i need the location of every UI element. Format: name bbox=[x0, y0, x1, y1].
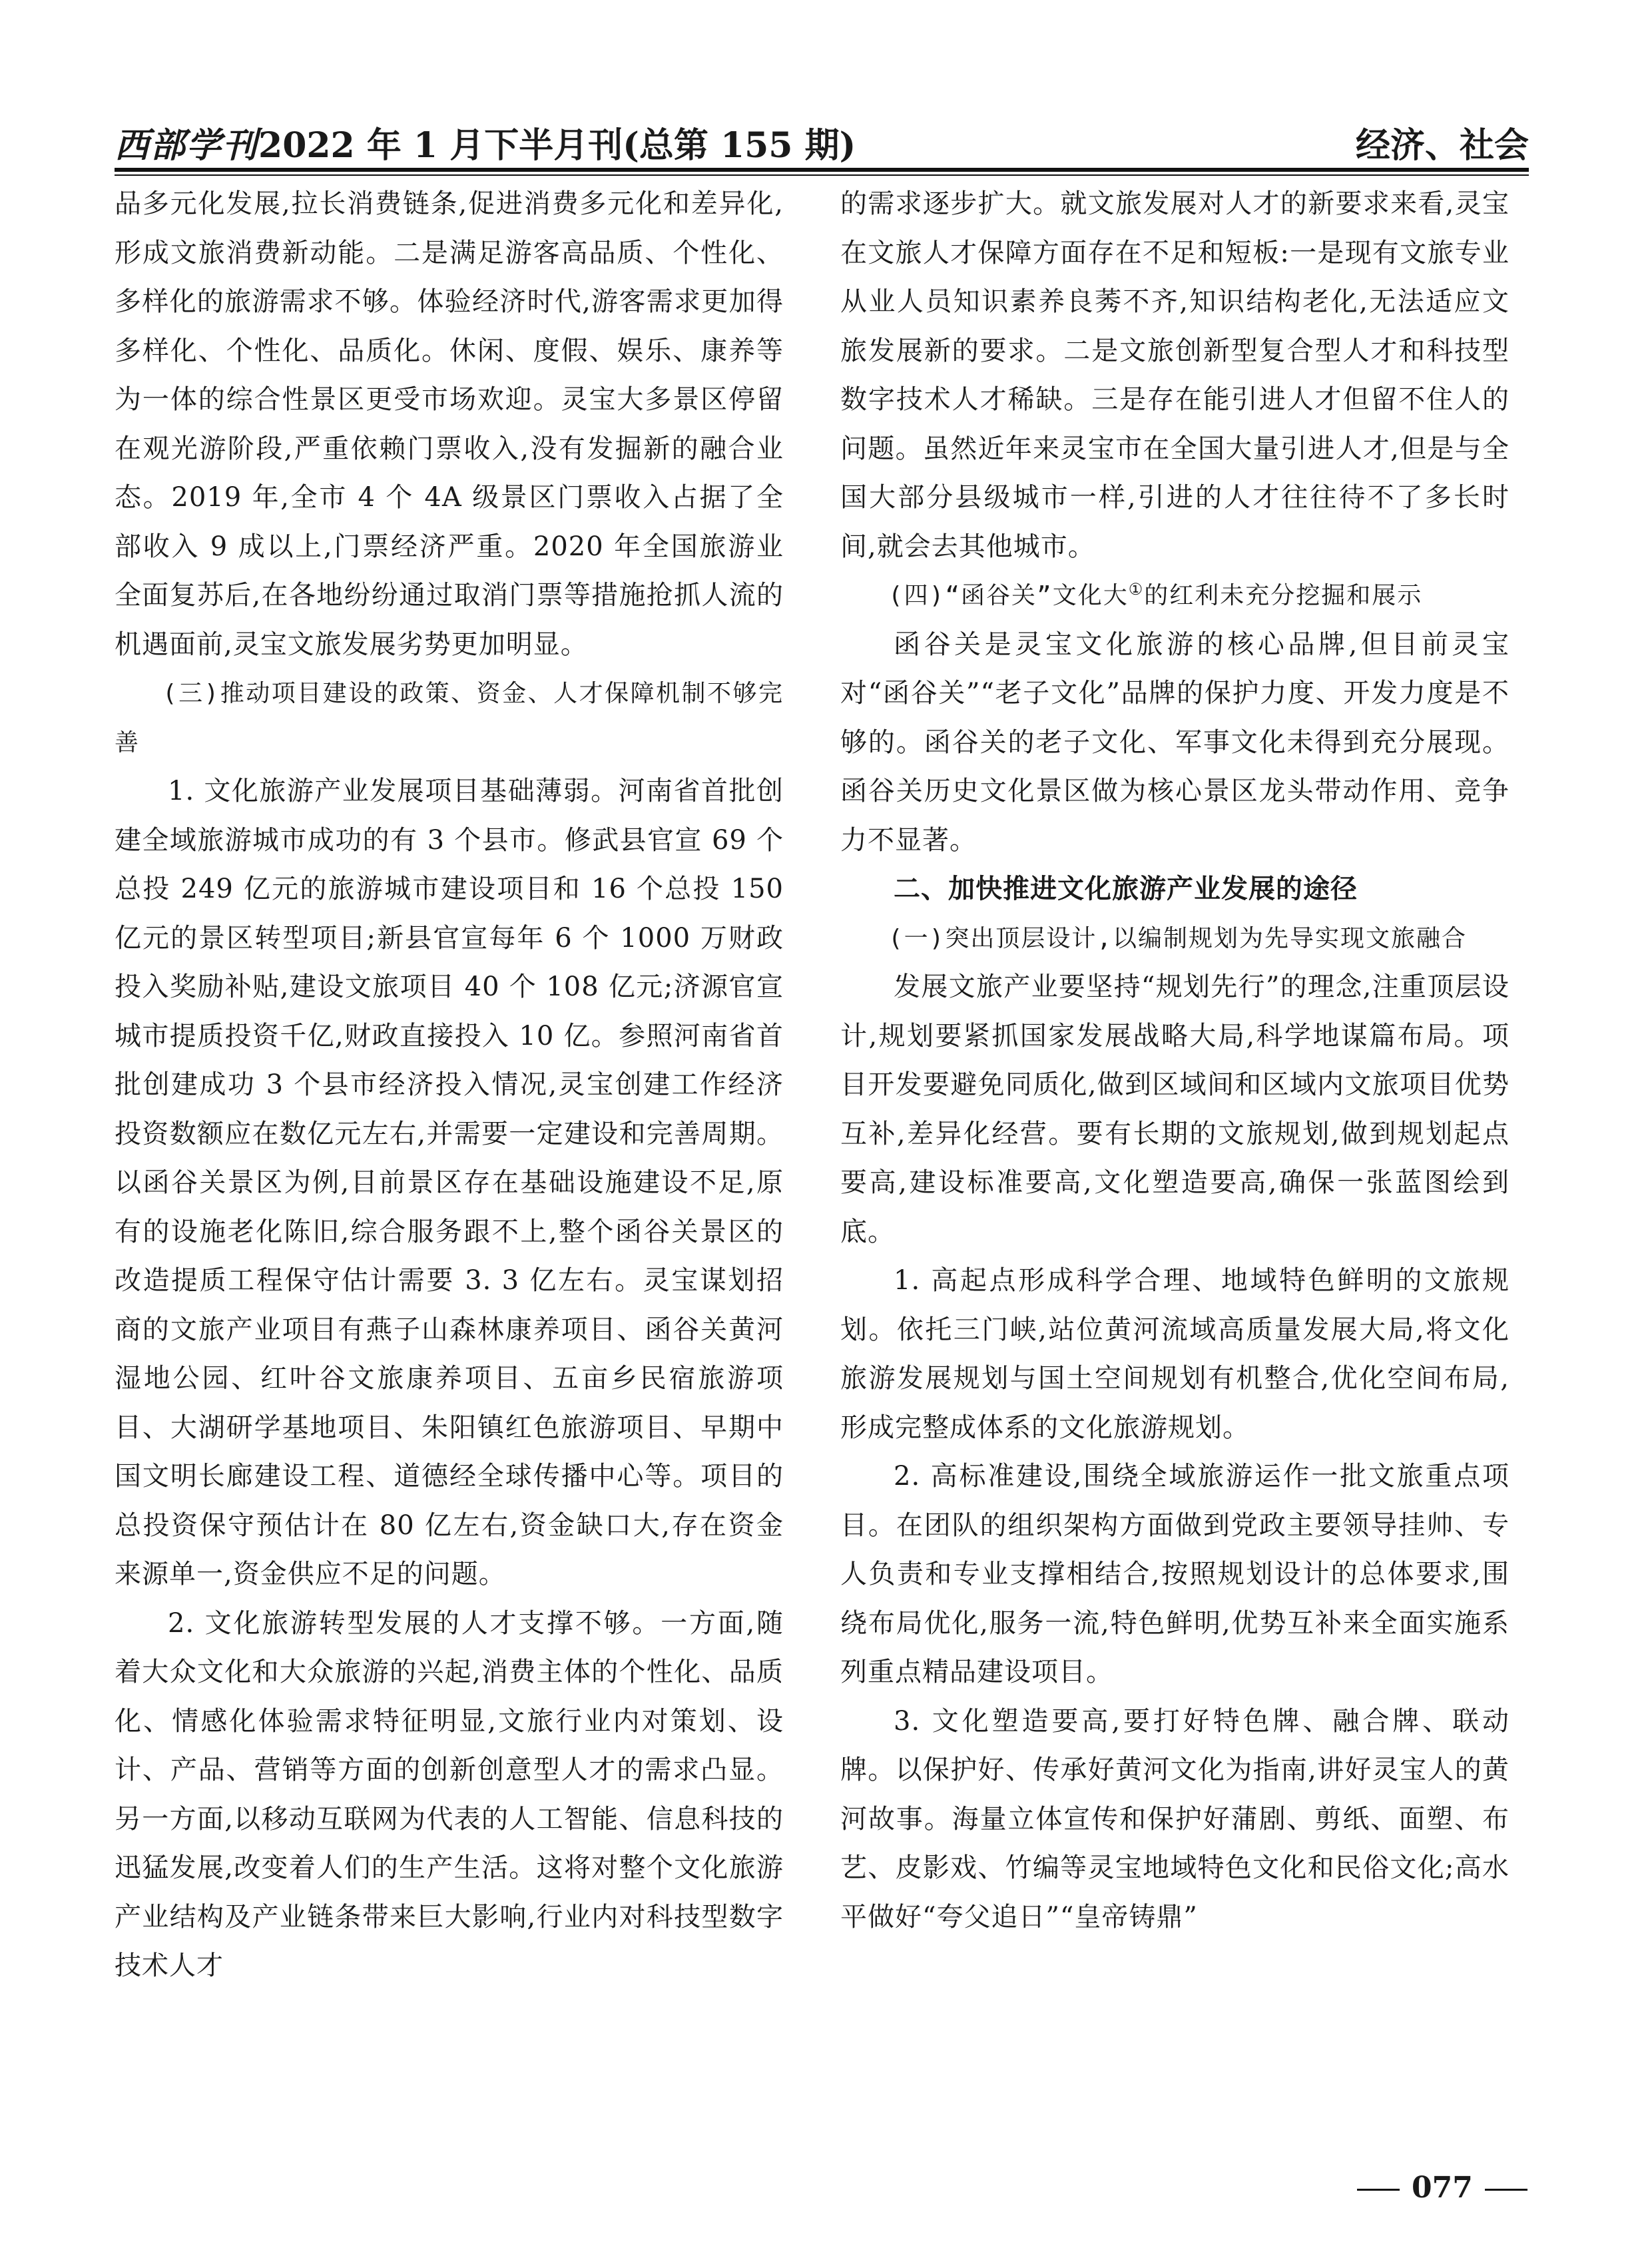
paragraph: 函谷关是灵宝文化旅游的核心品牌,但目前灵宝对“函谷关”“老子文化”品牌的保护力度、开发力度是不够的。函谷关的老子文化、军事文化未得到充分展现。函谷关历史文化景区做为核心景区龙头带动作用、竞争力不显著。 bbox=[840, 629, 1510, 856]
issue-info: 2022 年 1 月下半月刊(总第 155 期) bbox=[258, 125, 856, 166]
subsection-heading bbox=[840, 571, 1510, 621]
page-header bbox=[115, 112, 1529, 165]
section-name: 经济、社会 bbox=[1355, 126, 1529, 166]
paragraph: 的需求逐步扩大。就文旅发展对人才的新要求来看,灵宝在文旅人才保障方面存在不足和短板:一是现有文旅专业从业人员知识素养良莠不齐,知识结构老化,无法适应文旅发展新的要求。二是文旅创新型复合型人才和科技型数字技术人才稀缺。三是存在能引进人才但留不住人的问题。虽然近年来灵宝市在全国大量引进人才,但是与全国大部分县级城市一样,引进的人才往往待不了多长时间,就会去其他城市。 bbox=[840, 188, 1510, 562]
subsection-heading: (一)突出顶层设计,以编制规划为先导实现文旅融合 bbox=[888, 924, 1468, 952]
heading-text: 的红利未充分挖掘和展示 bbox=[1144, 582, 1423, 609]
heading-text: (四)“函谷关”文化大 bbox=[888, 582, 1129, 609]
subsection-heading: (三)推动项目建设的政策、资金、人才保障机制不够完善 bbox=[115, 680, 784, 756]
journal-title bbox=[115, 117, 856, 167]
right-column bbox=[840, 180, 1510, 1942]
dash bbox=[1485, 2189, 1527, 2191]
page-footer bbox=[1345, 2171, 1539, 2205]
paragraph: 1. 高起点形成科学合理、地域特色鲜明的文旅规划。依托三门峡,站位黄河流域高质量发展大局,将文化旅游发展规划与国土空间规划有机整合,优化空间布局,形成完整成体系的文化旅游规划。 bbox=[840, 1265, 1510, 1443]
paragraph: 2. 文化旅游转型发展的人才支撑不够。一方面,随着大众文化和大众旅游的兴起,消费主体的个性化、品质化、情感化体验需求特征明显,文旅行业内对策划、设计、产品、营销等方面的创新创意型人才的需求凸显。另一方面,以移动互联网为代表的人工智能、信息科技的迅猛发展,改变着人们的生产生活。这将对整个文化旅游产业结构及产业链条带来巨大影响,行业内对科技型数字技术人才 bbox=[115, 1607, 784, 1981]
paragraph: 品多元化发展,拉长消费链条,促进消费多元化和差异化,形成文旅消费新动能。二是满足游客高品质、个性化、多样化的旅游需求不够。体验经济时代,游客需求更加得多样化、个性化、品质化。休闲、度假、娱乐、康养等为一体的综合性景区更受市场欢迎。灵宝大多景区停留在观光游阶段,严重依赖门票收入,没有发掘新的融合业态。2019 年,全市 4 个 4A 级景区门票收入占据了全部收入 9 成以上,门票经济严重。2020 年全国旅游业全面复苏后,在各地纷纷通过取消门票等措施抢抓人流的机遇面前,灵宝文旅发展劣势更加明显。 bbox=[115, 188, 784, 660]
paragraph: 发展文旅产业要坚持“规划先行”的理念,注重顶层设计,规划要紧抓国家发展战略大局,科学地谋篇布局。项目开发要避免同质化,做到区域间和区域内文旅项目优势互补,差异化经营。要有长期的文旅规划,做到规划起点要高,建设标准要高,文化塑造要高,确保一张蓝图绘到底。 bbox=[840, 972, 1510, 1247]
left-column bbox=[115, 180, 784, 1991]
paragraph: 1. 文化旅游产业发展项目基础薄弱。河南省首批创建全域旅游城市成功的有 3 个县市。修武县官宣 69 个总投 249 亿元的旅游城市建设项目和 16 个总投 150 亿元的景区转型项目;新县官宣每年 6 个 1000 万财政投入奖励补贴,建设文旅项目 40 个 108 亿元;济源官宣城市提质投资千亿,财政直接投入 10 亿。参照河南省首批创建成功 3 个县市经济投入情况,灵宝创建工作经济投资数额应在数亿元左右,并需要一定建设和完善周期。以函谷关景区为例,目前景区存在基础设施建设不足,原有的设施老化陈旧,综合服务跟不上,整个函谷关景区的改造提质工程保守估计需要 3. 3 亿左右。灵宝谋划招商的文旅产业项目有燕子山森林康养项目、函谷关黄河湿地公园、红叶谷文旅康养项目、五亩乡民宿旅游项目、大湖研学基地项目、朱阳镇红色旅游项目、早期中国文明长廊建设工程、道德经全球传播中心等。项目的总投资保守预估计在 80 亿左右,资金缺口大,存在资金来源单一,资金供应不足的问题。 bbox=[115, 776, 784, 1589]
paragraph: 2. 高标准建设,围绕全域旅游运作一批文旅重点项目。在团队的组织架构方面做到党政主要领导挂帅、专人负责和专业支撑相结合,按照规划设计的总体要求,围绕布局优化,服务一流,特色鲜明,优势互补来全面实施系列重点精品建设项目。 bbox=[840, 1461, 1510, 1687]
dash bbox=[1357, 2189, 1400, 2191]
section-heading: 二、加快推进文化旅游产业发展的途径 bbox=[894, 874, 1358, 904]
journal-logo: 西部学刊 bbox=[115, 125, 259, 166]
header-rule bbox=[115, 168, 1529, 176]
footnote-marker: ① bbox=[1128, 580, 1145, 599]
page-number: 077 bbox=[1412, 2171, 1473, 2205]
paragraph: 3. 文化塑造要高,要打好特色牌、融合牌、联动牌。以保护好、传承好黄河文化为指南,讲好灵宝人的黄河故事。海量立体宣传和保护好蒲剧、剪纸、面塑、布艺、皮影戏、竹编等灵宝地域特色文化和民俗文化;高水平做好“夸父追日”“皇帝铸鼎” bbox=[840, 1705, 1510, 1932]
